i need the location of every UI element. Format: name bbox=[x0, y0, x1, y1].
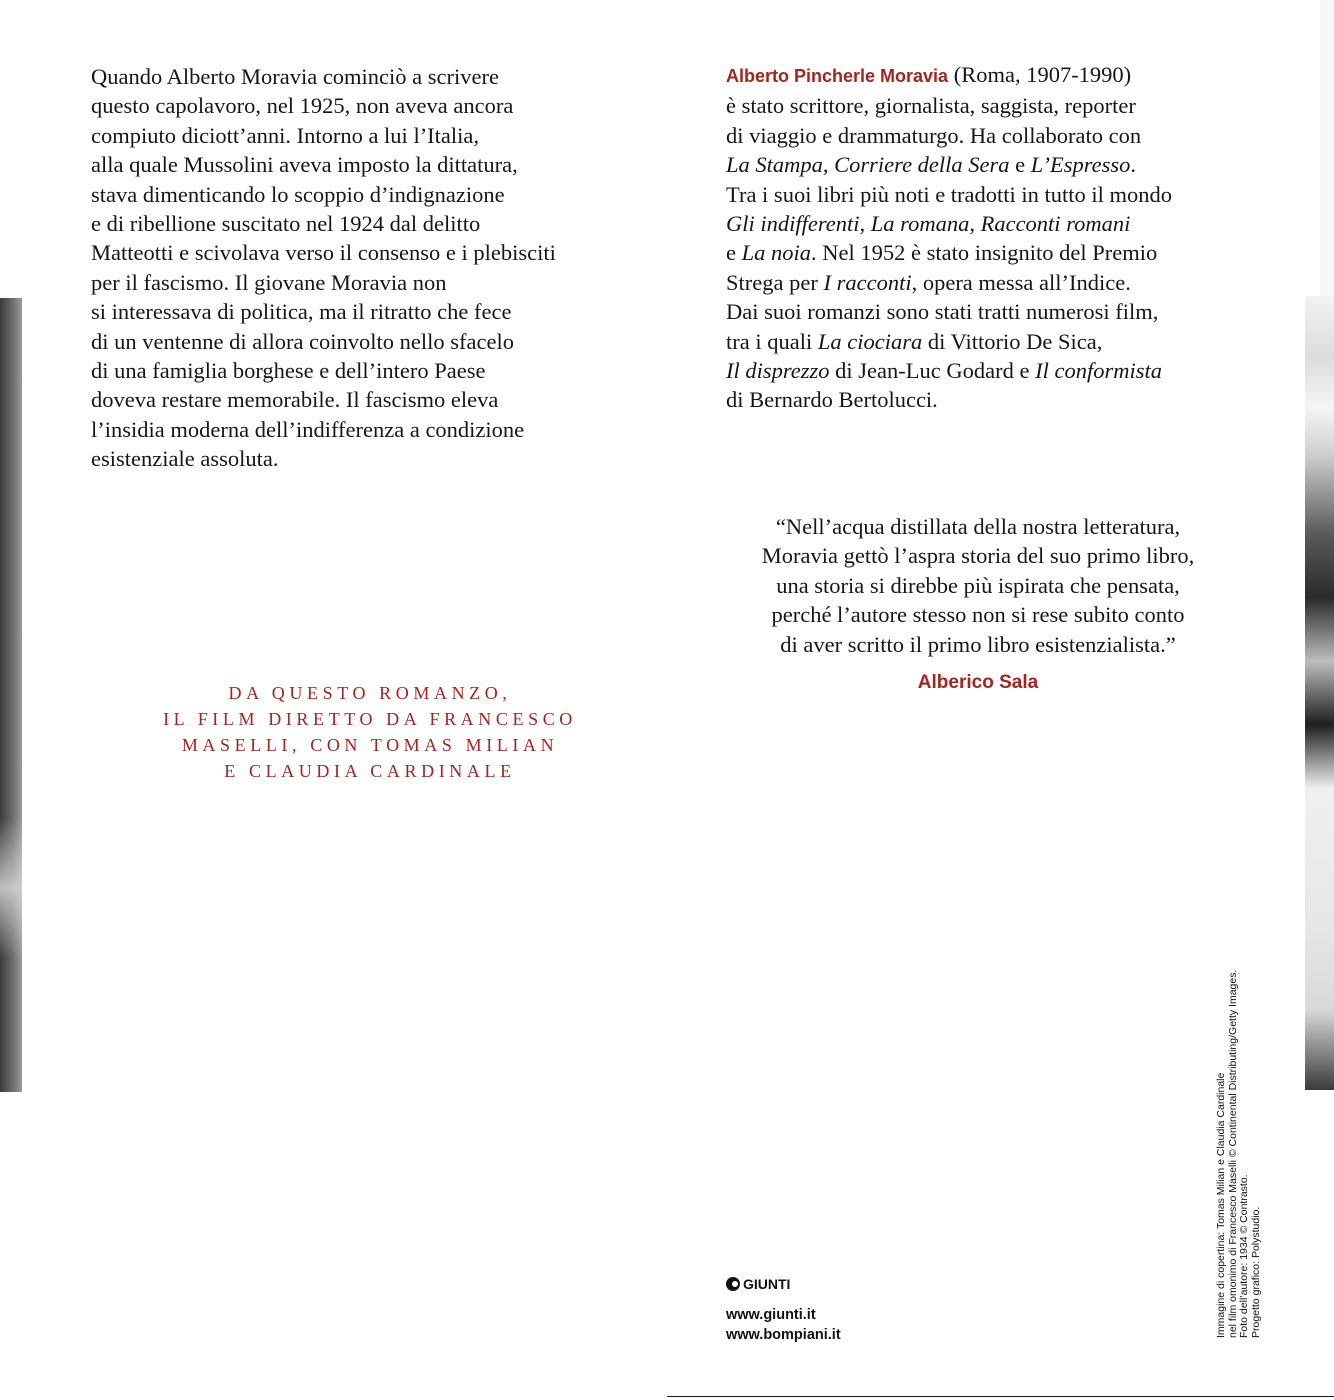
bottom-rule bbox=[667, 1396, 1334, 1397]
giunti-logo-icon bbox=[726, 1277, 740, 1291]
bio-line: La Stampa, Corriere della Sera e L’Espresso. bbox=[726, 152, 1137, 178]
credits-line: Immagine di copertina: Tomas Milian e Claudia Cardinale bbox=[1215, 1072, 1227, 1338]
synopsis-line: Quando Alberto Moravia cominciò a scrivere bbox=[91, 64, 499, 89]
bio-line: tra i quali La ciociara di Vittorio De Sica, bbox=[726, 328, 1103, 354]
bio-line: Alberto Pincherle Moravia (Roma, 1907-1990) bbox=[726, 62, 1132, 87]
synopsis-line: e di ribellione suscitato nel 1924 dal delitto bbox=[91, 211, 481, 237]
bio-line: è stato scrittore, giornalista, saggista, reporter bbox=[726, 93, 1136, 119]
film-note-line: IL FILM DIRETTO DA FRANCESCO bbox=[163, 709, 577, 729]
synopsis-line: esistenziale assoluta. bbox=[91, 446, 279, 472]
url-giunti: www.giunti.it bbox=[726, 1307, 816, 1323]
quote-line: “Nell’acqua distillata della nostra letteratura, bbox=[775, 514, 1181, 539]
bio-line: di Bernardo Bertolucci. bbox=[726, 387, 938, 413]
synopsis-line: di una famiglia borghese e dell’intero Paese bbox=[91, 358, 486, 384]
synopsis-line: stava dimenticando lo scoppio d’indignazione bbox=[91, 181, 505, 207]
author-bio bbox=[726, 60, 1246, 415]
quote-line: Moravia gettò l’aspra storia del suo primo libro, bbox=[761, 543, 1195, 569]
credits-line: nel film omonimo di Francesco Maselli © Continental Distributing/Getty Images. bbox=[1226, 969, 1239, 1338]
synopsis-line: doveva restare memorabile. Il fascismo eleva bbox=[91, 387, 499, 413]
credits-line: Progetto grafico: Polystudio. bbox=[1249, 1206, 1262, 1338]
credits-line: Foto dell’autore: 1934 © Contrasto. bbox=[1238, 1174, 1250, 1338]
synopsis-line: per il fascismo. Il giovane Moravia non bbox=[91, 269, 447, 295]
bio-line: di viaggio e drammaturgo. Ha collaborato con bbox=[726, 122, 1142, 148]
synopsis-line: Matteotti e scivolava verso il consenso e i plebisciti bbox=[91, 240, 556, 266]
quote-line: perché l’autore stesso non si rese subito conto bbox=[771, 602, 1185, 628]
publisher-name: GIUNTI bbox=[743, 1276, 791, 1292]
synopsis-line: di un ventenne di allora coinvolto nello sfacelo bbox=[91, 328, 514, 354]
image-credits bbox=[1215, 969, 1262, 1338]
quote-author: Alberico Sala bbox=[917, 672, 1039, 693]
quote-line: una storia si direbbe più ispirata che pensata, bbox=[776, 572, 1180, 598]
synopsis-line: questo capolavoro, nel 1925, non aveva ancora bbox=[91, 93, 514, 119]
author-name: Alberto Pincherle Moravia bbox=[726, 66, 949, 86]
synopsis-text bbox=[91, 62, 611, 474]
quote-line: di aver scritto il primo libro esistenzialista.” bbox=[780, 631, 1176, 657]
bio-line: Gli indifferenti, La romana, Racconti romani bbox=[726, 211, 1131, 237]
bio-line: Strega per I racconti, opera messa all’Indice. bbox=[726, 269, 1131, 295]
bio-line: e La noia. Nel 1952 è stato insignito del Premio bbox=[726, 240, 1158, 266]
publisher-logo bbox=[726, 1276, 790, 1292]
synopsis-line: l’insidia moderna dell’indifferenza a condizione bbox=[91, 416, 525, 442]
bio-line: Il disprezzo di Jean-Luc Godard e Il conformista bbox=[726, 358, 1162, 384]
cover-photo-edge-left bbox=[0, 298, 22, 1092]
url-bompiani: www.bompiani.it bbox=[726, 1327, 841, 1343]
film-note-line: MASELLI, CON TOMAS MILIAN bbox=[181, 735, 559, 755]
bio-line: Dai suoi romanzi sono stati tratti numerosi film, bbox=[726, 299, 1159, 325]
synopsis-line: alla quale Mussolini aveva imposto la dittatura, bbox=[91, 152, 518, 178]
critic-quote bbox=[690, 512, 1266, 659]
bio-line: Tra i suoi libri più noti e tradotti in tutto il mondo bbox=[726, 181, 1173, 207]
cover-photo-edge-right bbox=[1305, 296, 1334, 1090]
edge-margin bbox=[1320, 0, 1334, 296]
synopsis-line: si interessava di politica, ma il ritratto che fece bbox=[91, 299, 512, 325]
film-note-line: DA QUESTO ROMANZO, bbox=[228, 683, 512, 703]
synopsis-line: compiuto diciott’anni. Intorno a lui l’Italia, bbox=[91, 122, 480, 148]
publisher-urls bbox=[726, 1305, 841, 1345]
film-note-line: E CLAUDIA CARDINALE bbox=[224, 761, 516, 781]
film-adaptation-note bbox=[100, 680, 640, 784]
